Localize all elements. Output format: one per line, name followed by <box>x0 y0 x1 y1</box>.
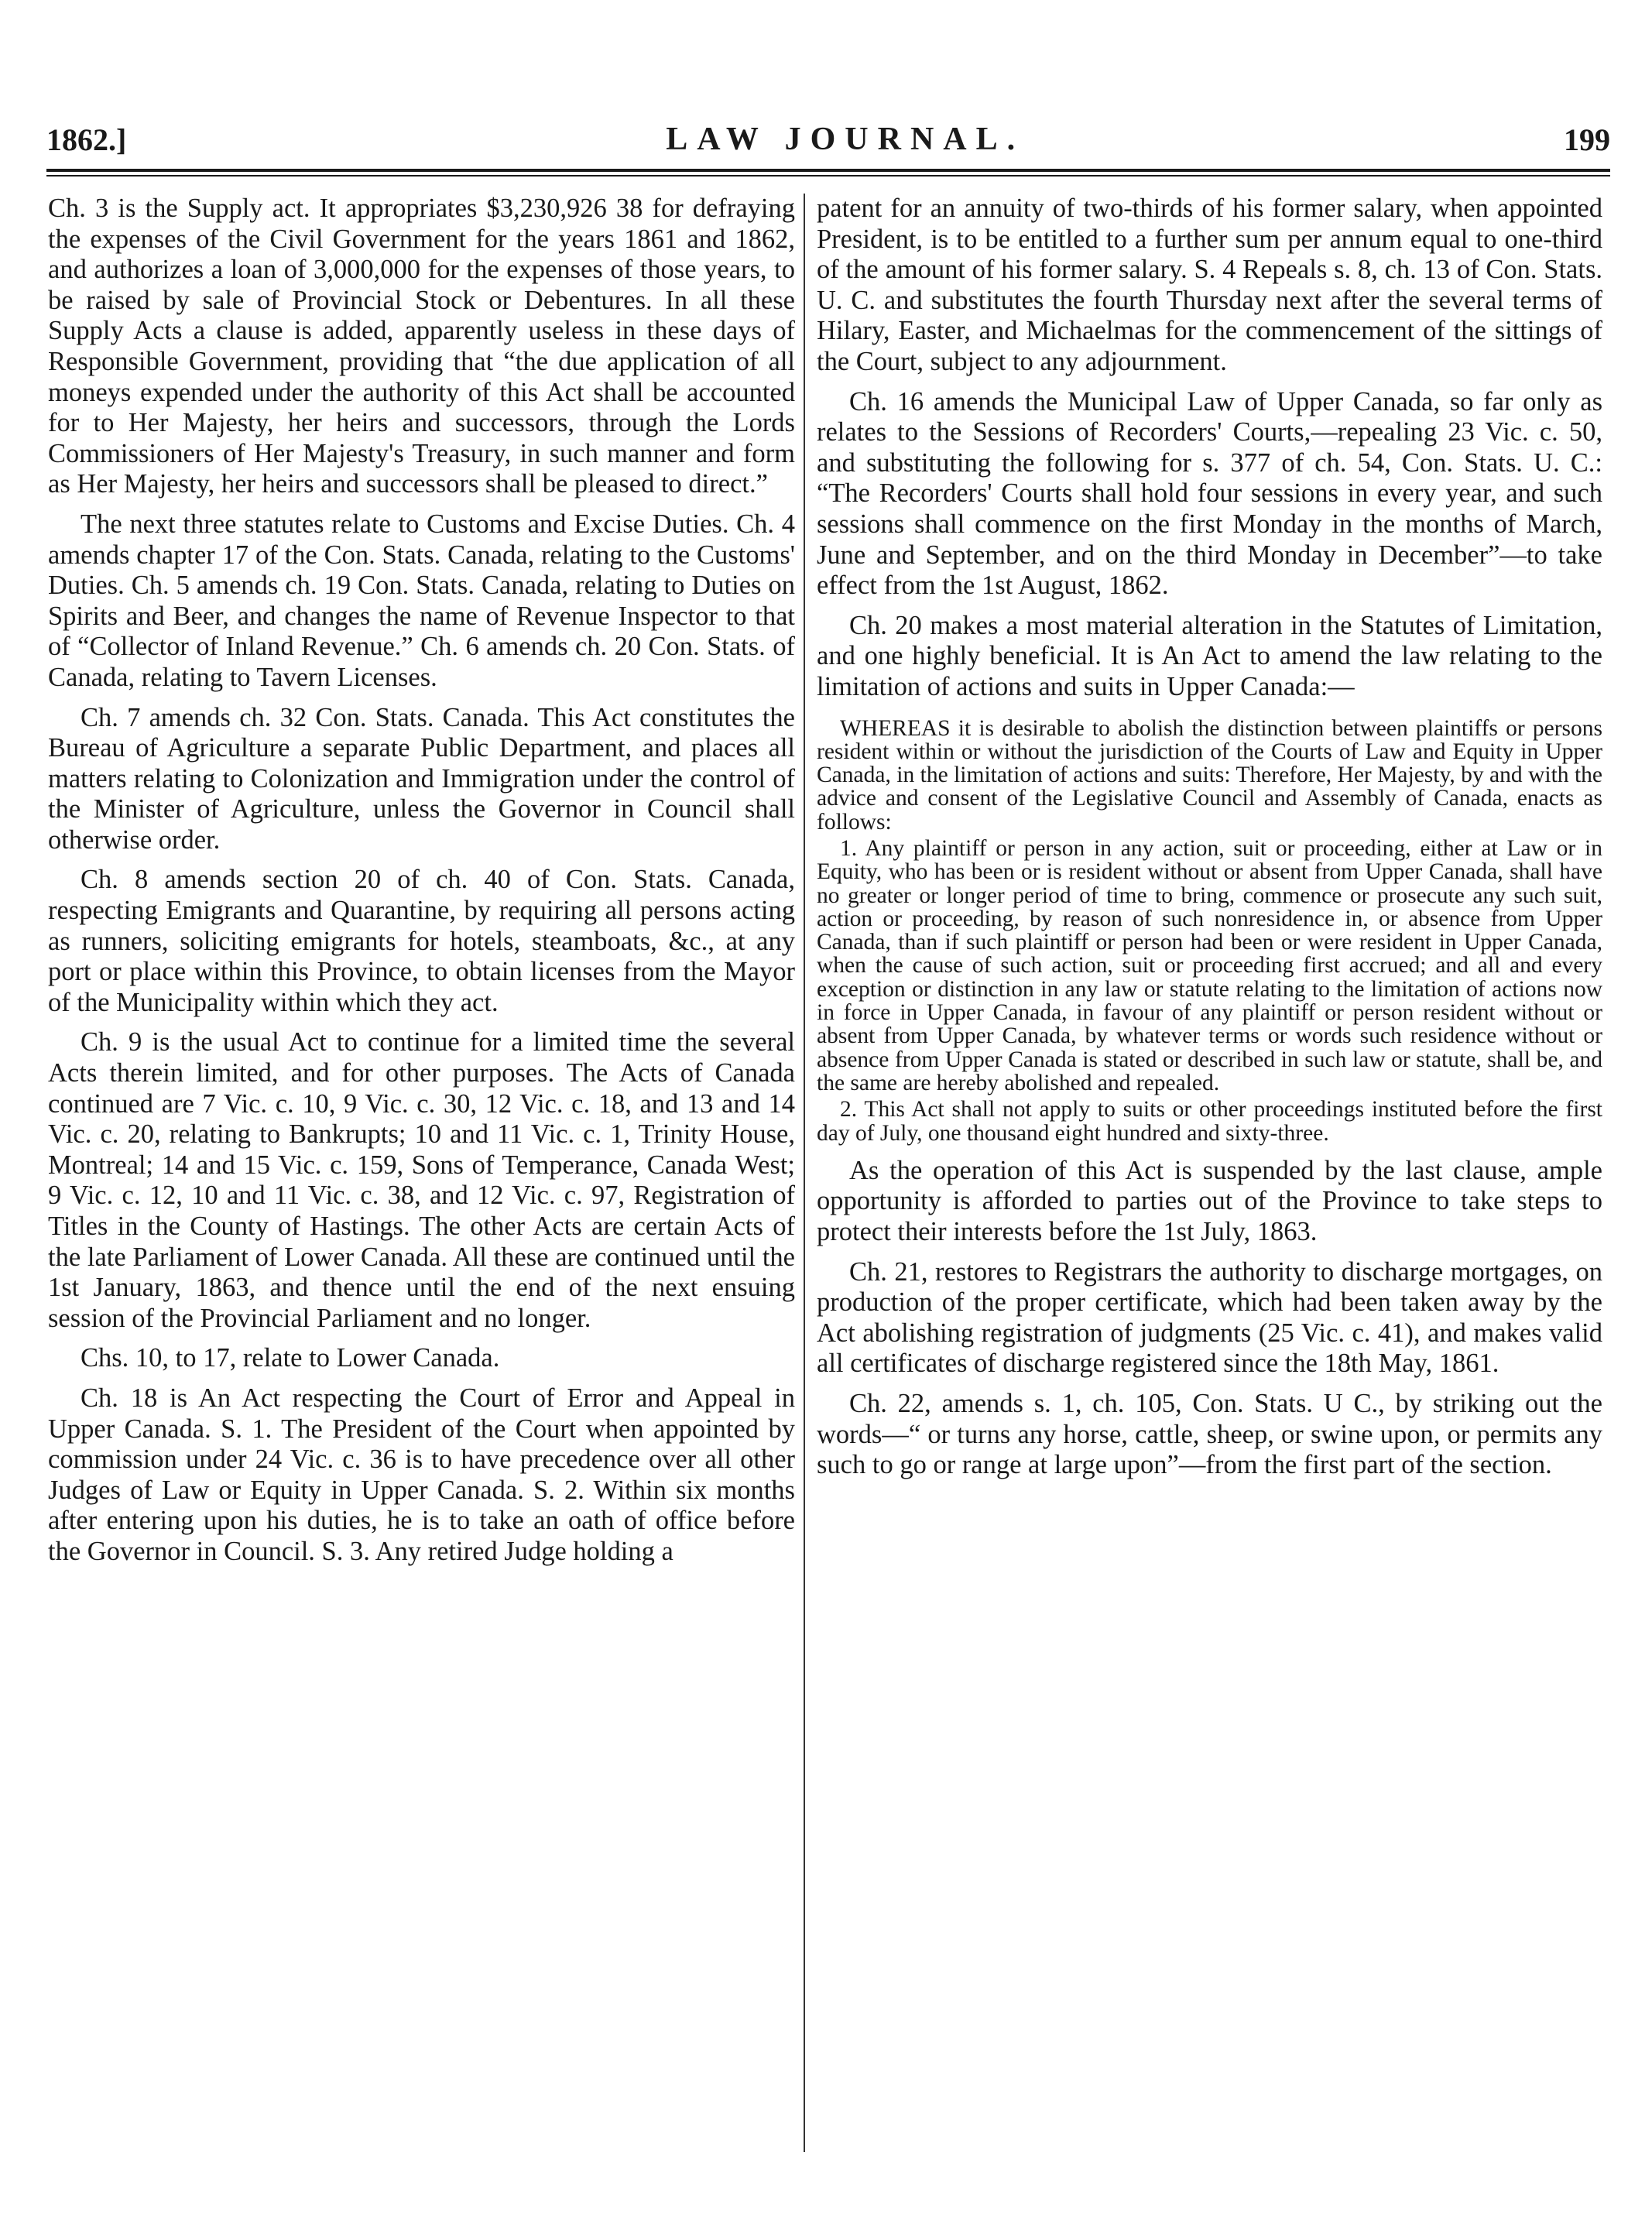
paragraph-ch18: Ch. 18 is An Act respecting the Court of Error and Appeal in Upper Canada. S. 1. The President of the Court when appointed by commission under 24 Vic. c. 36 is to have precedence over all other Judges of Law or Equity in Upper Canada. S. 2. Within six months after entering upon his duties, he is to take an oath of office before the Governor in Council. S. 3. Any retired Judge holding a <box>48 1383 795 1566</box>
paragraph-ch9: Ch. 9 is the usual Act to continue for a limited time the several Acts therein limited, and for other purposes. The Acts of Canada continued are 7 Vic. c. 10, 9 Vic. c. 30, 12 Vic. c. 18, and 13 and 14 Vic. c. 20, relating to Bankrupts; 10 and 11 Vic. c. 1, Trinity House, Montreal; 14 and 15 Vic. c. 159, Sons of Temperance, Canada West; 9 Vic. c. 12, 10 and 11 Vic. c. 38, and 12 Vic. c. 97, Registration of Titles in the County of Hastings. The other Acts are certain Acts of the late Parliament of Lower Canada. All these are continued until the 1st January, 1863, and thence until the end of the next ensuing session of the Provincial Parliament and no longer. <box>48 1027 795 1333</box>
paragraph-operation: As the operation of this Act is suspended by the last clause, ample opportunity is afforded to parties out of the Province to take steps to protect their interests before the 1st July, 1863. <box>817 1155 1602 1247</box>
statute-section-2: 2. This Act shall not apply to suits or other proceedings instituted before the first day of July, one thousand eight hundred and sixty-three. <box>817 1097 1602 1146</box>
column-divider <box>804 194 805 2152</box>
statute-section-1: 1. Any plaintiff or person in any action, suit or proceeding, either at Law or in Equity, who has been or is resident without or absent from Upper Canada, shall have no greater or longer period of time to bring, commence or prosecute any such suit, action or proceeding, by reason of such nonresidence in, or absence from Upper Canada, than if such plaintiff or person had been or were resident in Upper Canada, when the cause of such action, suit or proceeding first accrued; and all and every exception or distinction in any law or statute relating to the limitation of actions now in force in Upper Canada, in favour of any plaintiff or person resident without or absent from Upper Canada, by whatever terms or words such residence without or absence from Upper Canada is stated or described in such law or statute, shall be, and the same are hereby abolished and repealed. <box>817 835 1602 1095</box>
left-column <box>48 194 795 1577</box>
statute-preamble: WHEREAS it is desirable to abolish the distinction between plaintiffs or persons resident within or without the jurisdiction of the Courts of Law and Equity in Upper Canada, in the limitation of actions and suits: Therefore, Her Majesty, by and with the advice and consent of the Legislative Council and Assembly of Canada, enacts as follows: <box>817 715 1602 835</box>
paragraph-supply-act: Ch. 3 is the Supply act. It appropriates $3,230,926 38 for defraying the expenses of the Civil Government for the years 1861 and 1862, and authorizes a loan of 3,000,000 for the expenses of those years, to be raised by sale of Provincial Stock or Debentures. In all these Supply Acts a clause is added, apparently useless in these days of Responsible Government, providing that “the due application of all moneys expended under the authority of this Act shall be accounted for to Her Majesty, her heirs and successors, through the Lords Commissioners of Her Majesty's Treasury, in such manner and form as Her Majesty, her heirs and successors shall be pleased to direct.” <box>48 194 795 499</box>
page-number: 199 <box>1563 122 1610 157</box>
paragraph-ch7: Ch. 7 amends ch. 32 Con. Stats. Canada. This Act constitutes the Bureau of Agriculture a separate Public Department, and places all matters relating to Colonization and Immigration under the control of the Minister of Agriculture, unless the Governor in Council shall otherwise order. <box>48 702 795 855</box>
paragraph-customs: The next three statutes relate to Customs and Excise Duties. Ch. 4 amends chapter 17 of the Con. Stats. Canada, relating to the Customs' Duties. Ch. 5 amends ch. 19 Con. Stats. Canada, relating to Duties on Spirits and Beer, and changes the name of Revenue Inspector to that of “Collector of Inland Revenue.” Ch. 6 amends ch. 20 Con. Stats. of Canada, relating to Tavern Licenses. <box>48 509 795 692</box>
journal-title: LAW JOURNAL. <box>666 122 1025 157</box>
header-rule-thin <box>46 175 1610 177</box>
page-header <box>46 116 1610 163</box>
paragraph-ch20: Ch. 20 makes a most material alteration in the Statutes of Limitation, and one highly beneficial. It is An Act to amend the law relating to the limitation of actions and suits in Upper Canada:— <box>817 610 1602 701</box>
statute-quotation <box>817 717 1602 1145</box>
paragraph-ch18-cont: patent for an annuity of two-thirds of his former salary, when appointed President, is to be entitled to a further sum per annum equal to one-third of the amount of his former salary. S. 4 Repeals s. 8, ch. 13 of Con. Stats. U. C. and substitutes the fourth Thursday next after the several terms of Hilary, Easter, and Michaelmas for the commencement of the sittings of the Court, subject to any adjournment. <box>817 194 1602 376</box>
right-column <box>817 194 1602 1490</box>
paragraph-ch16: Ch. 16 amends the Municipal Law of Upper Canada, so far only as relates to the Sessions of Recorders' Courts,—repealing 23 Vic. c. 50, and substituting the following for s. 377 of ch. 54, Con. Stats. U. C.: “The Recorders' Courts shall hold four sessions in every year, and such sessions shall commence on the first Monday in the months of March, June and September, and on the third Monday in December”—to take effect from the 1st August, 1862. <box>817 386 1602 601</box>
header-year: 1862.] <box>46 122 127 157</box>
paragraph-chs10-17: Chs. 10, to 17, relate to Lower Canada. <box>81 1343 500 1373</box>
paragraph-ch21: Ch. 21, restores to Registrars the authority to discharge mortgages, on production of the proper certificate, which had been taken away by the Act abolishing registration of judgments (25 Vic. c. 41), and makes valid all certificates of discharge registered since the 18th May, 1861. <box>817 1256 1602 1379</box>
paragraph-ch8: Ch. 8 amends section 20 of ch. 40 of Con. Stats. Canada, respecting Emigrants and Quarantine, by requiring all persons acting as runners, soliciting emigrants for hotels, steamboats, &c., at any port or place within this Province, to obtain licenses from the Mayor of the Municipality within which they act. <box>48 865 795 1017</box>
header-rule-thick <box>46 169 1610 172</box>
paragraph-ch22: Ch. 22, amends s. 1, ch. 105, Con. Stats. U C., by striking out the words—“ or turns any horse, cattle, sheep, or swine upon, or permits any such to go or range at large upon”—from the first part of the section. <box>817 1389 1602 1480</box>
